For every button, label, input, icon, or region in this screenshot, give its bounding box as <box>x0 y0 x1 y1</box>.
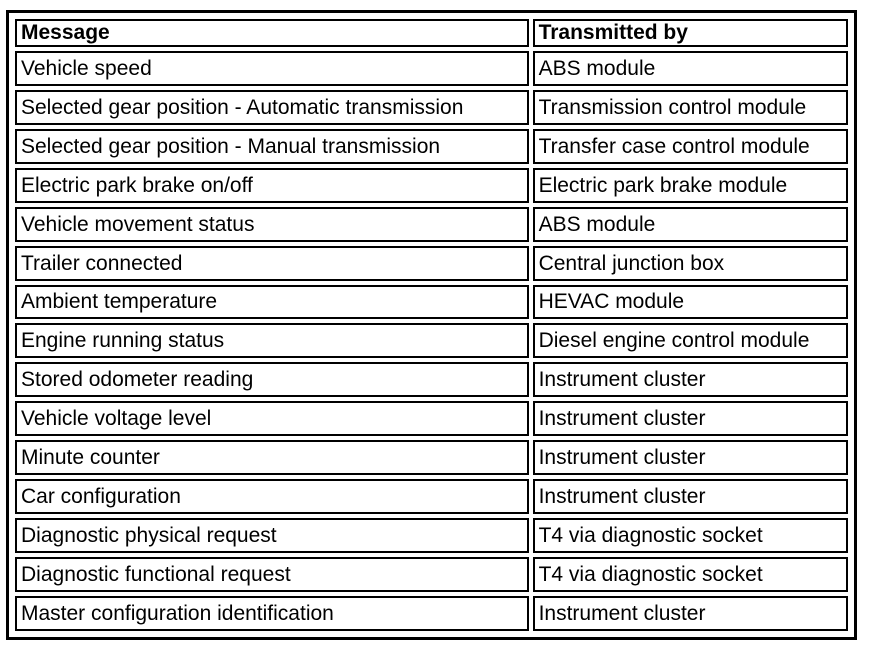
header-row <box>15 19 848 47</box>
cell-message: Electric park brake on/off <box>15 168 529 203</box>
table-row <box>15 518 848 553</box>
table-row <box>15 207 848 242</box>
cell-message: Car configuration <box>15 479 529 514</box>
cell-transmitted-by: ABS module <box>533 51 848 86</box>
cell-transmitted-by: Instrument cluster <box>533 479 848 514</box>
cell-message: Selected gear position - Manual transmission <box>15 129 529 164</box>
table-row <box>15 401 848 436</box>
cell-message: Engine running status <box>15 323 529 358</box>
table-row <box>15 323 848 358</box>
cell-transmitted-by: T4 via diagnostic socket <box>533 518 848 553</box>
cell-message: Vehicle movement status <box>15 207 529 242</box>
table-row <box>15 129 848 164</box>
cell-transmitted-by: Instrument cluster <box>533 440 848 475</box>
cell-transmitted-by: T4 via diagnostic socket <box>533 557 848 592</box>
cell-message: Minute counter <box>15 440 529 475</box>
header-transmitted-by: Transmitted by <box>533 19 848 47</box>
header-message: Message <box>15 19 529 47</box>
table-body <box>15 51 848 631</box>
cell-transmitted-by: Transmission control module <box>533 90 848 125</box>
cell-message: Vehicle voltage level <box>15 401 529 436</box>
table-row <box>15 51 848 86</box>
cell-message: Diagnostic physical request <box>15 518 529 553</box>
table-row <box>15 479 848 514</box>
table-row <box>15 285 848 320</box>
cell-transmitted-by: Instrument cluster <box>533 362 848 397</box>
message-table <box>6 10 857 640</box>
cell-message: Master configuration identification <box>15 596 529 631</box>
table-row <box>15 557 848 592</box>
cell-message: Diagnostic functional request <box>15 557 529 592</box>
cell-transmitted-by: Instrument cluster <box>533 596 848 631</box>
cell-transmitted-by: Transfer case control module <box>533 129 848 164</box>
cell-transmitted-by: Instrument cluster <box>533 401 848 436</box>
table-row <box>15 168 848 203</box>
cell-transmitted-by: Diesel engine control module <box>533 323 848 358</box>
cell-message: Stored odometer reading <box>15 362 529 397</box>
table-row <box>15 362 848 397</box>
table-row <box>15 246 848 281</box>
cell-message: Trailer connected <box>15 246 529 281</box>
cell-message: Selected gear position - Automatic transmission <box>15 90 529 125</box>
table-row <box>15 440 848 475</box>
table-row <box>15 596 848 631</box>
cell-message: Ambient temperature <box>15 285 529 320</box>
cell-transmitted-by: Central junction box <box>533 246 848 281</box>
cell-transmitted-by: Electric park brake module <box>533 168 848 203</box>
cell-transmitted-by: HEVAC module <box>533 285 848 320</box>
cell-transmitted-by: ABS module <box>533 207 848 242</box>
cell-message: Vehicle speed <box>15 51 529 86</box>
table-row <box>15 90 848 125</box>
